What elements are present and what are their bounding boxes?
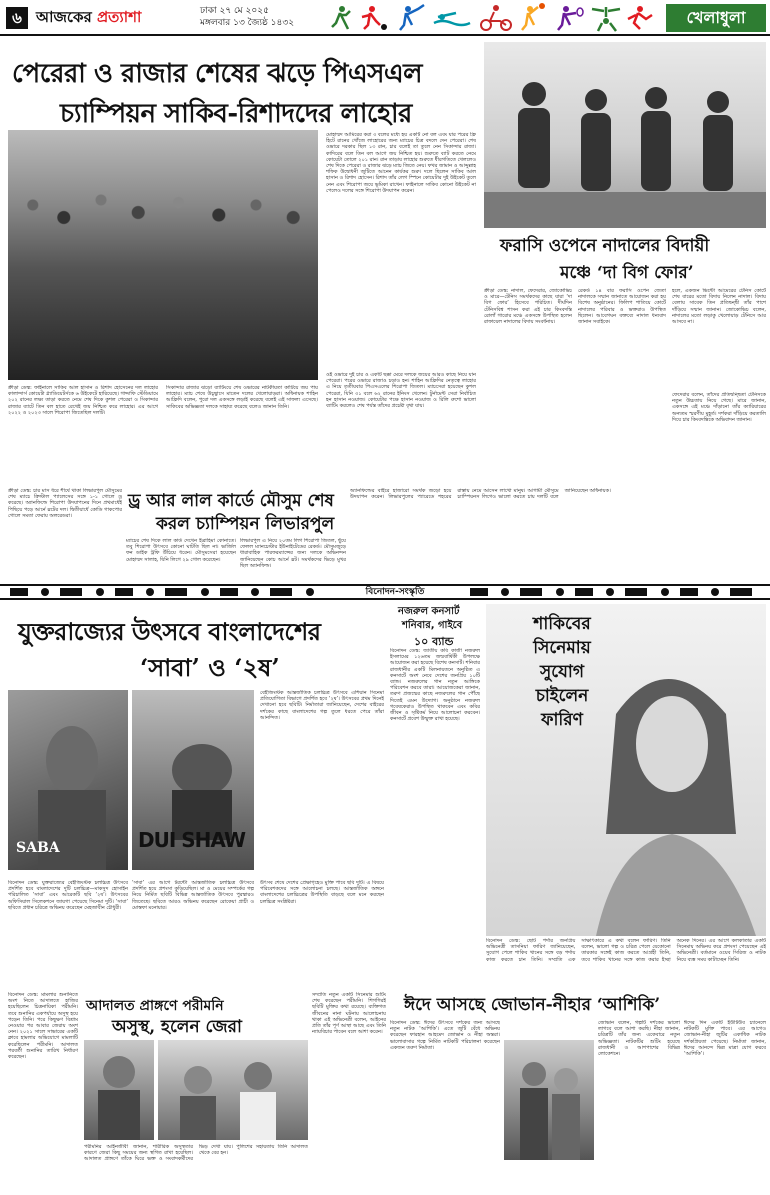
saba-column-2: ‘সাবা’ এর আগে টরন্টো আন্তর্জাতিক চলচ্চিত্র উৎসবে প্রদর্শিত হয়ে প্রশংসা কুড়িয়েছিল। মা ও মেয়ের সম্পর্কের গল্প নিয়ে নির্মিত ছবিটি বিভিন্ন আন্তর্জাতিক উৎসবে পুরস্কারও জিতেছে। ছবিতে আরও অভিনয় করেছেন রোকেয়া প্রাচী ও মোস্তফা মনোয়ার।: [132, 880, 254, 911]
lahore-team-photo: [8, 130, 318, 380]
runner-icon: [332, 6, 350, 29]
cyclist-icon: [481, 5, 511, 30]
cricket-icon: [400, 5, 424, 30]
paper-name-a: আজকের: [36, 8, 92, 26]
tennis-column-4: ফেদেরার বলেন, তাঁদের প্রতিদ্বন্দ্বিতা টেনিসকে নতুন উচ্চতায় নিয়ে গেছে। মারে জানান, একসঙ্গে এই মঞ্চে দাঁড়ানো তাঁর ক্যারিয়ারের অন্যতম স্মরণীয় মুহূর্ত। দর্শকরা দাঁড়িয়ে করতালি দিয়ে চার কিংবদন্তিকে অভিবাদন জানান।: [672, 392, 766, 423]
swimmer-icon: [434, 13, 470, 25]
liverpool-column-3: লিভারপুল এ নিয়ে ২০তম লিগ শিরোপা জিতল, ছুঁয়ে ফেলল ম্যানচেস্টার ইউনাইটেডের রেকর্ড। মৌসুমজুড়ে ধারাবাহিক পারফরম্যান্সের জন্য দলকে অভিনন্দন জানিয়েছেন কোচ আর্নে স্লট। সমর্থকদের ভিড়ে মুখর ছিল অ্যানফিল্ড।: [240, 538, 346, 569]
farin-headline-3: সুযোগ: [540, 662, 584, 682]
ashiki-column-1: বিনোদন ডেস্ক: ঈদের উৎসবে দর্শকের জন্য আসছে নতুন নাটক ‘আশিকি’। এতে জুটি বেঁধে অভিনয় করেছেন ফারহান আহমেদ জোভান ও নীহা অন্তরা। ভালোবাসার গল্পে নির্মিত নাটকটি পরিচালনা করেছেন একজন তরুণ নির্মাতা।: [390, 1020, 500, 1051]
farin-headline: [512, 612, 612, 732]
farin-headline-4: চাইলেন: [535, 686, 589, 706]
liverpool-headline-2: করল চ্যাম্পিয়ন লিভারপুল: [156, 514, 335, 534]
divider-label: বিনোদন-সংস্কৃতি: [340, 586, 450, 598]
liverpool-column-1: ক্রীড়া ডেস্ক: চার মাস ধরে শীর্ষে থাকা লিভারপুল মৌসুমের শেষ ম্যাচে ক্রিস্টাল প্যালেসের সঙ্গে ১-১ গোলে ড্র করেছে। অ্যানফিল্ডে শিরোপা উদযাপনের দিনে প্রথমার্ধেই পিছিয়ে পড়ে আর্নে স্লটের দল। দ্বিতীয়ার্ধে কোডি গাকপোর গোলে সমতা ফেরায় অলরেডরা।: [8, 488, 122, 519]
liverpool-column-2: ম্যাচের শেষ দিকে লাল কার্ড দেখেন ইব্রাহিমা কোনাতে। তবু শিরোপা উৎসবে কোনো ঘাটতি ছিল না। ভার্জিল ফন ডাইক ট্রফি উঁচিয়ে ধরেন। মৌসুমসেরা হয়েছেন মোহাম্মদ সালাহ, যিনি লিগে ২৯ গোল করেছেন।: [126, 538, 236, 563]
dateline: [200, 5, 294, 29]
football-icon: [362, 6, 387, 30]
players-silhouettes: [484, 42, 766, 228]
porimoni-photo-1: [84, 1040, 154, 1140]
basketball-icon: [522, 3, 545, 30]
section-label: খেলাধুলা: [666, 4, 766, 32]
jumper-icon: [628, 6, 652, 29]
tennis-headline-1: ফরাসি ওপেনে নাদালের বিদায়ী: [500, 236, 710, 256]
dateline-day: মঙ্গলবার ১৩ জ্যৈষ্ঠ ১৪৩২: [200, 18, 295, 28]
farin-headline-2: সিনেমায়: [533, 638, 591, 658]
liverpool-headline-1: ড্র আর লাল কার্ডে মৌসুম শেষ: [128, 491, 334, 511]
tennis-icon: [558, 6, 583, 30]
nazrul-kicker-2: শনিবার, গাইবে: [402, 620, 463, 631]
saba-headline-2: ‘সাবা’ ও ‘২ষ’: [140, 653, 280, 682]
tennis-column-1: ক্রীড়া ডেস্ক: নাদাল, ফেদেরার, জোকোভিচ ও মারে—টেনিস সমর্থকদের কাছে যারা ‘দা বিগ ফোর’ হিসেবে পরিচিত। দীর্ঘদিন টেনিসবিশ্ব শাসন করা এই চার কিংবদন্তি রোলাঁ গারোর মঞ্চে একসঙ্গে উপস্থিত হলেন রাফায়েল নাদালের বিদায় সংবর্ধনায়।: [484, 288, 572, 326]
ashiki-headline: ঈদে আসছে জোভান-নীহার ‘আশিকি’: [404, 995, 661, 1015]
saba-column-1: বিনোদন ডেস্ক: যুক্তরাজ্যের বেইজিংস্টক চলচ্চিত্র উৎসবে প্রদর্শিত হবে বাংলাদেশের দুটি চলচ্চিত্র—মাকসুদ হোসাইন পরিচালিত ‘সাবা’ এবং আরেকটি ছবি ‘২ষ’। উৎসবের অফিসিয়াল সিলেকশনে জায়গা পেয়েছে সিনেমা দুটি। ‘সাবা’ ছবিতে প্রধান চরিত্রে অভিনয় করেছেন মেহজাবীন চৌধুরী।: [8, 880, 128, 911]
porimoni-column-right: সম্প্রতি নতুন একটি সিনেমার শুটিং শেষ করেছেন পরীমনি। শিগগিরই ছবিটি মুক্তির কথা রয়েছে। ব্যক্তিগত জীবনের নানা ঘটনায় আলোচনায় থাকা এই অভিনেত্রী বলেন, আইনের প্রতি তাঁর পূর্ণ আস্থা আছে এবং তিনি ন্যায়বিচার পাবেন বলে আশা করেন।: [312, 992, 386, 1036]
porimoni-headline-1: আদালত প্রাঙ্গণে পরীমনি: [86, 998, 224, 1014]
lead-headline-2: চ্যাম্পিয়ন সাকিব-রিশাদদের লাহোর: [60, 99, 412, 129]
gymnast-icon: [592, 7, 620, 31]
paper-name-b: প্রত্যাশা: [96, 8, 142, 26]
lead-column-3: ক্রীড়া ডেস্ক: ফাইনালে সাকিব আল হাসান ও রিশাদ হোসেনের দল লাহোর কালান্দার্স কোয়েটা গ্ল্যাডিয়েটর্সকে ৬ উইকেটে হারিয়েছে। গাদ্দাফি স্টেডিয়ামে ২০২ রানের লক্ষ্য তাড়া করতে নেমে শেষ দিকে কুশল পেরেরা ও সিকান্দার রাজার ব্যাটে তিন বল হাতে রেখেই জয় নিশ্চিত করে লাহোর। এর আগে ২০২২ ও ২০২৩ সালে শিরোপা জিতেছিল দলটি।: [8, 385, 158, 416]
sports-icons-strip: [330, 3, 660, 33]
farin-headline-1: শাকিবের: [533, 614, 591, 634]
porimoni-column-mid: পরীমনির আইনজীবী জানান, শারীরিক অসুস্থতার কারণে জেরা কিছু সময়ের জন্য স্থগিত রাখা হয়েছিল। আদালত প্রাঙ্গণে তাঁকে ঘিরে ভক্ত ও সংবাদকর্মীদের ভিড় দেখা যায়। পুলিশের সহায়তায় তিনি আদালত থেকে বের হন।: [84, 1144, 308, 1163]
dui-shaw-poster-title: DUI SHAW: [138, 828, 246, 852]
saba-poster-title: SABA: [16, 840, 60, 856]
lead-column-4: সিকান্দার রাজার ঝড়ো ব্যাটিংয়ে শেষ ওভারের নাটকীয়তা কাটিয়ে জয় পায় লাহোর। ম্যাচ শেষে উচ্ছ্বাসে মাতেন দলের খেলোয়াড়রা। অধিনায়ক শাহিন আফ্রিদি বলেন, পুরো দল একসঙ্গে লড়াই করেছে বলেই এই সাফল্য এসেছে। সাকিবের অভিজ্ঞতা দলকে সাহায্য করেছে বলেও জানান তিনি।: [166, 385, 318, 410]
lead-column-2: ওই ওভারে দুই চার ও একটি ছক্কা মেরে দলকে জয়ের আরও কাছে নিয়ে যান পেরেরা। পরের ওভারে রাজাও চড়াও হন। শাহিন আফ্রিদির নেতৃত্বে লাহোর এ নিয়ে তৃতীয়বার পিএসএলের শিরোপা জিতল। ম্যাচসেরা হয়েছেন কুশল পেরেরা, যিনি ৩১ বলে ৬২ রানের ইনিংস খেলেন। টুর্নামেন্ট সেরা নির্বাচিত হন হাসান নওয়াজ। কোয়েটার পক্ষে হাসান নওয়াজ ও রিলি রুশো ভালো ব্যাটিং করলেও শেষ পর্যন্ত তাঁদের প্রচেষ্টা বৃথা যায়।: [326, 372, 476, 410]
masthead: [0, 0, 770, 36]
dateline-date: ঢাকা ২৭ মে ২০২৫: [200, 6, 269, 16]
page-number: ৬: [6, 7, 28, 29]
porimoni-photo-2: [158, 1040, 308, 1140]
saba-column-3: বেইজিংস্টক আন্তর্জাতিক চলচ্চিত্র উৎসবে এশিয়ান সিনেমা প্রতিযোগিতা বিভাগে প্রদর্শিত হবে ‘২ষ’। উৎসবের প্রথম দিনেই দেখানো হবে ছবিটি। নির্মাতারা জানিয়েছেন, দেশের বাইরের দর্শকের কাছে বাংলাদেশের গল্প তুলে ধরতে পেরে তাঁরা আনন্দিত।: [260, 690, 384, 721]
section-divider: [0, 584, 770, 600]
nazrul-kicker: নজরুল কনসার্ট: [398, 606, 460, 617]
saba-column-4: উৎসব শেষে দেশের প্রেক্ষাগৃহেও মুক্তি পাবে ছবি দুটি। এ বিষয়ে পরিবেশকদের সঙ্গে আলোচনা চলছে। আন্তর্জাতিক অঙ্গনে বাংলাদেশের চলচ্চিত্রের উপস্থিতি বাড়ছে বলে মনে করছেন চলচ্চিত্র সংশ্লিষ্টরা।: [260, 880, 384, 905]
porimoni-headline-2: অসুস্থ, হলেন জেরা: [112, 1017, 242, 1037]
porimoni-column-left: বিনোদন ডেস্ক: মামলার শুনানিতে অংশ নিতে আদালতে হাজির হয়েছিলেন চিত্রনায়িকা পরীমনি। তবে শুনানির একপর্যায়ে অসুস্থ হয়ে পড়েন তিনি। পরে কিছুক্ষণ বিশ্রাম নেওয়ার পর আবার জেরায় অংশ নেন। ২০২১ সালে সাভারের একটি ক্লাবে হামলার অভিযোগে মামলাটি করেছিলেন পরীমনি। আদালত পরবর্তী শুনানির তারিখ নির্ধারণ করেছেন।: [8, 992, 78, 1061]
tennis-headline-2: মঞ্চে ‘দা বিগ ফোর’: [560, 263, 694, 283]
saba-headline-1: যুক্তরাজ্যের উৎসবে বাংলাদেশের: [18, 617, 321, 646]
tennis-column-2: রেকর্ড ১৪ বার ফরাসি ওপেন জেতা নাদালকে সম্মান জানাতে আয়োজন করা হয় বিশেষ অনুষ্ঠানের। ফিলিপ শাতিয়ে কোর্টে নাদালের পরিবার ও ভক্তরাও উপস্থিত ছিলেন। আবেগঘন বক্তব্যে নাদাল ধন্যবাদ জানান সবাইকে।: [578, 288, 666, 326]
lead-headline-1: পেরেরা ও রাজার শেষের ঝড়ে পিএসএল: [12, 59, 423, 89]
big-four-photo: [484, 42, 766, 228]
lead-column-1: মোহাম্মদ আমিরের করা ৩ বলের মধ্যে হয় একটি নো বল এবং যার পরের ফ্রি হিটে রানের খোঁজে লাহোরের জন্য ম্যাচের চিত্র বদলে দেন পেরেরা। শেষ ওভারে দরকার ছিল ১৩ রান, চার বলেই তা তুলে নেন সিকান্দার রাজা। কাদিরের বলে তিন বল আগে জয় নিশ্চিত হয়। শুরুতে ব্যাট করতে নেমে কোয়েটা তোলে ২০১ রান। রান তাড়ায় লাহোর শুরুতে ধীরগতিতে খেললেও শেষ দিকে পেরেরা ও রাজার ঝড়ে ম্যাচ জিতে নেয়। ফখর জামান ও আব্দুল্লাহ শফিক উদ্বোধনী জুটিতে আনেন কার্যকর শুরু। দলে ছিলেন সাকিব আল হাসান ও রিশাদ হোসেন। রিশাদ তাঁর লেগ স্পিনে কোয়েটার দুই উইকেট তুলে নেন এবং শিরোপা জয়ে ভূমিকা রাখেন। ফাইনালে সাকিব কোনো উইকেট না পেলেও দলের সঙ্গে শিরোপা উদযাপন করেন।: [326, 132, 476, 194]
ashiki-column-2: জোভান বলেন, গল্পটি দর্শকের ভালো লাগবে বলে আশা করছি। নীহা জানান, চরিত্রটি তাঁর জন্য একেবারে নতুন অভিজ্ঞতা। নাটকটির শুটিং হয়েছে রাজধানী ও আশপাশের বিভিন্ন লোকেশনে।: [598, 1020, 680, 1058]
farin-headline-5: ফারিণ: [541, 710, 583, 730]
tennis-column-3: হলে, একজন ভিন্টো আমেরের টেনিস কোর্টে শেষ বারের মতো বিদায় নিলেন নাদাল। বিদায় বেলায় সাবেক তিন প্রতিদ্বন্দ্বী তাঁর পাশে দাঁড়িয়ে সম্মান জানান। জোকোভিচ বলেন, নাদালের মতো লড়াকু খেলোয়াড় টেনিসে আর আসবে না।: [672, 288, 766, 326]
nazrul-title: ১০ ব্যান্ড: [414, 635, 454, 648]
liverpool-column-4: অ্যানফিল্ডের বাইরে হাজারো সমর্থক জড়ো হয়ে উদযাপন করেন। লিভারপুলের প্যারেডে শহরের রাস্তায় নেমে আসেন লাখো মানুষ। আগামী মৌসুমে চ্যাম্পিয়নস লিগেও ভালো করতে চায় দলটি বলে জানিয়েছেন অধিনায়ক।: [350, 488, 611, 501]
nazrul-body: বিনোদন ডেস্ক: জাতীয় কবি কাজী নজরুল ইসলামের ১২৬তম জন্মবার্ষিকী উপলক্ষে আয়োজন করা হয়েছে বিশেষ কনসার্ট। শনিবার রাজধানীর একটি মিলনায়তনে অনুষ্ঠিত এ কনসার্টে অংশ নেবে দেশের জনপ্রিয় ১০টি ব্যান্ড। নজরুলের গান নতুন আঙ্গিকে পরিবেশন করবে তারা। আয়োজকেরা জানান, তরুণ প্রজন্মের কাছে নজরুলের গান পৌঁছে দিতেই এমন উদ্যোগ। অনুষ্ঠানে নজরুল গবেষকেরাও উপস্থিত থাকবেন এবং কবির জীবন ও সৃষ্টিকর্ম নিয়ে আলোচনা করবেন। কনসার্টে প্রবেশ উন্মুক্ত রাখা হয়েছে।: [390, 648, 480, 723]
saba-poster: [8, 690, 128, 870]
farin-body: বিনোদন ডেস্ক: ছোট পর্দার জনপ্রিয় অভিনেত্রী তাসনিয়া ফারিণ জানিয়েছেন, সুযোগ পেলে শাকিব খানের সঙ্গে বড় পর্দায় কাজ করতে চান তিনি। সম্প্রতি এক সাক্ষাৎকারে এ কথা বলেন ফারিণ। তিনি বলেন, ভালো গল্প ও চরিত্র পেলে যেকোনো তারকার সঙ্গেই কাজ করতে আগ্রহী তিনি, তবে শাকিব খানের সঙ্গে কাজ করার ইচ্ছা অনেক দিনের। এর আগে কলকাতার একটি সিনেমায় অভিনয় করে প্রশংসা পেয়েছেন এই অভিনেত্রী। বর্তমানে ওয়েব সিরিজ ও নাটক নিয়ে ব্যস্ত সময় কাটাচ্ছেন তিনি।: [486, 938, 766, 963]
dui-shaw-poster: [132, 690, 254, 870]
paper-logo: [36, 6, 141, 31]
ashiki-photo: [504, 1040, 594, 1160]
ashiki-column-3: ঈদের দিন একটি ইউটিউব চ্যানেলে নাটকটি মুক্তি পাবে। এর আগেও জোভান-নীহা জুটির একাধিক নাটক দর্শকপ্রিয়তা পেয়েছে। নির্মাতা জানান, ঈদের আনন্দে ভিন্ন মাত্রা যোগ করবে ‘আশিকি’।: [684, 1020, 766, 1058]
